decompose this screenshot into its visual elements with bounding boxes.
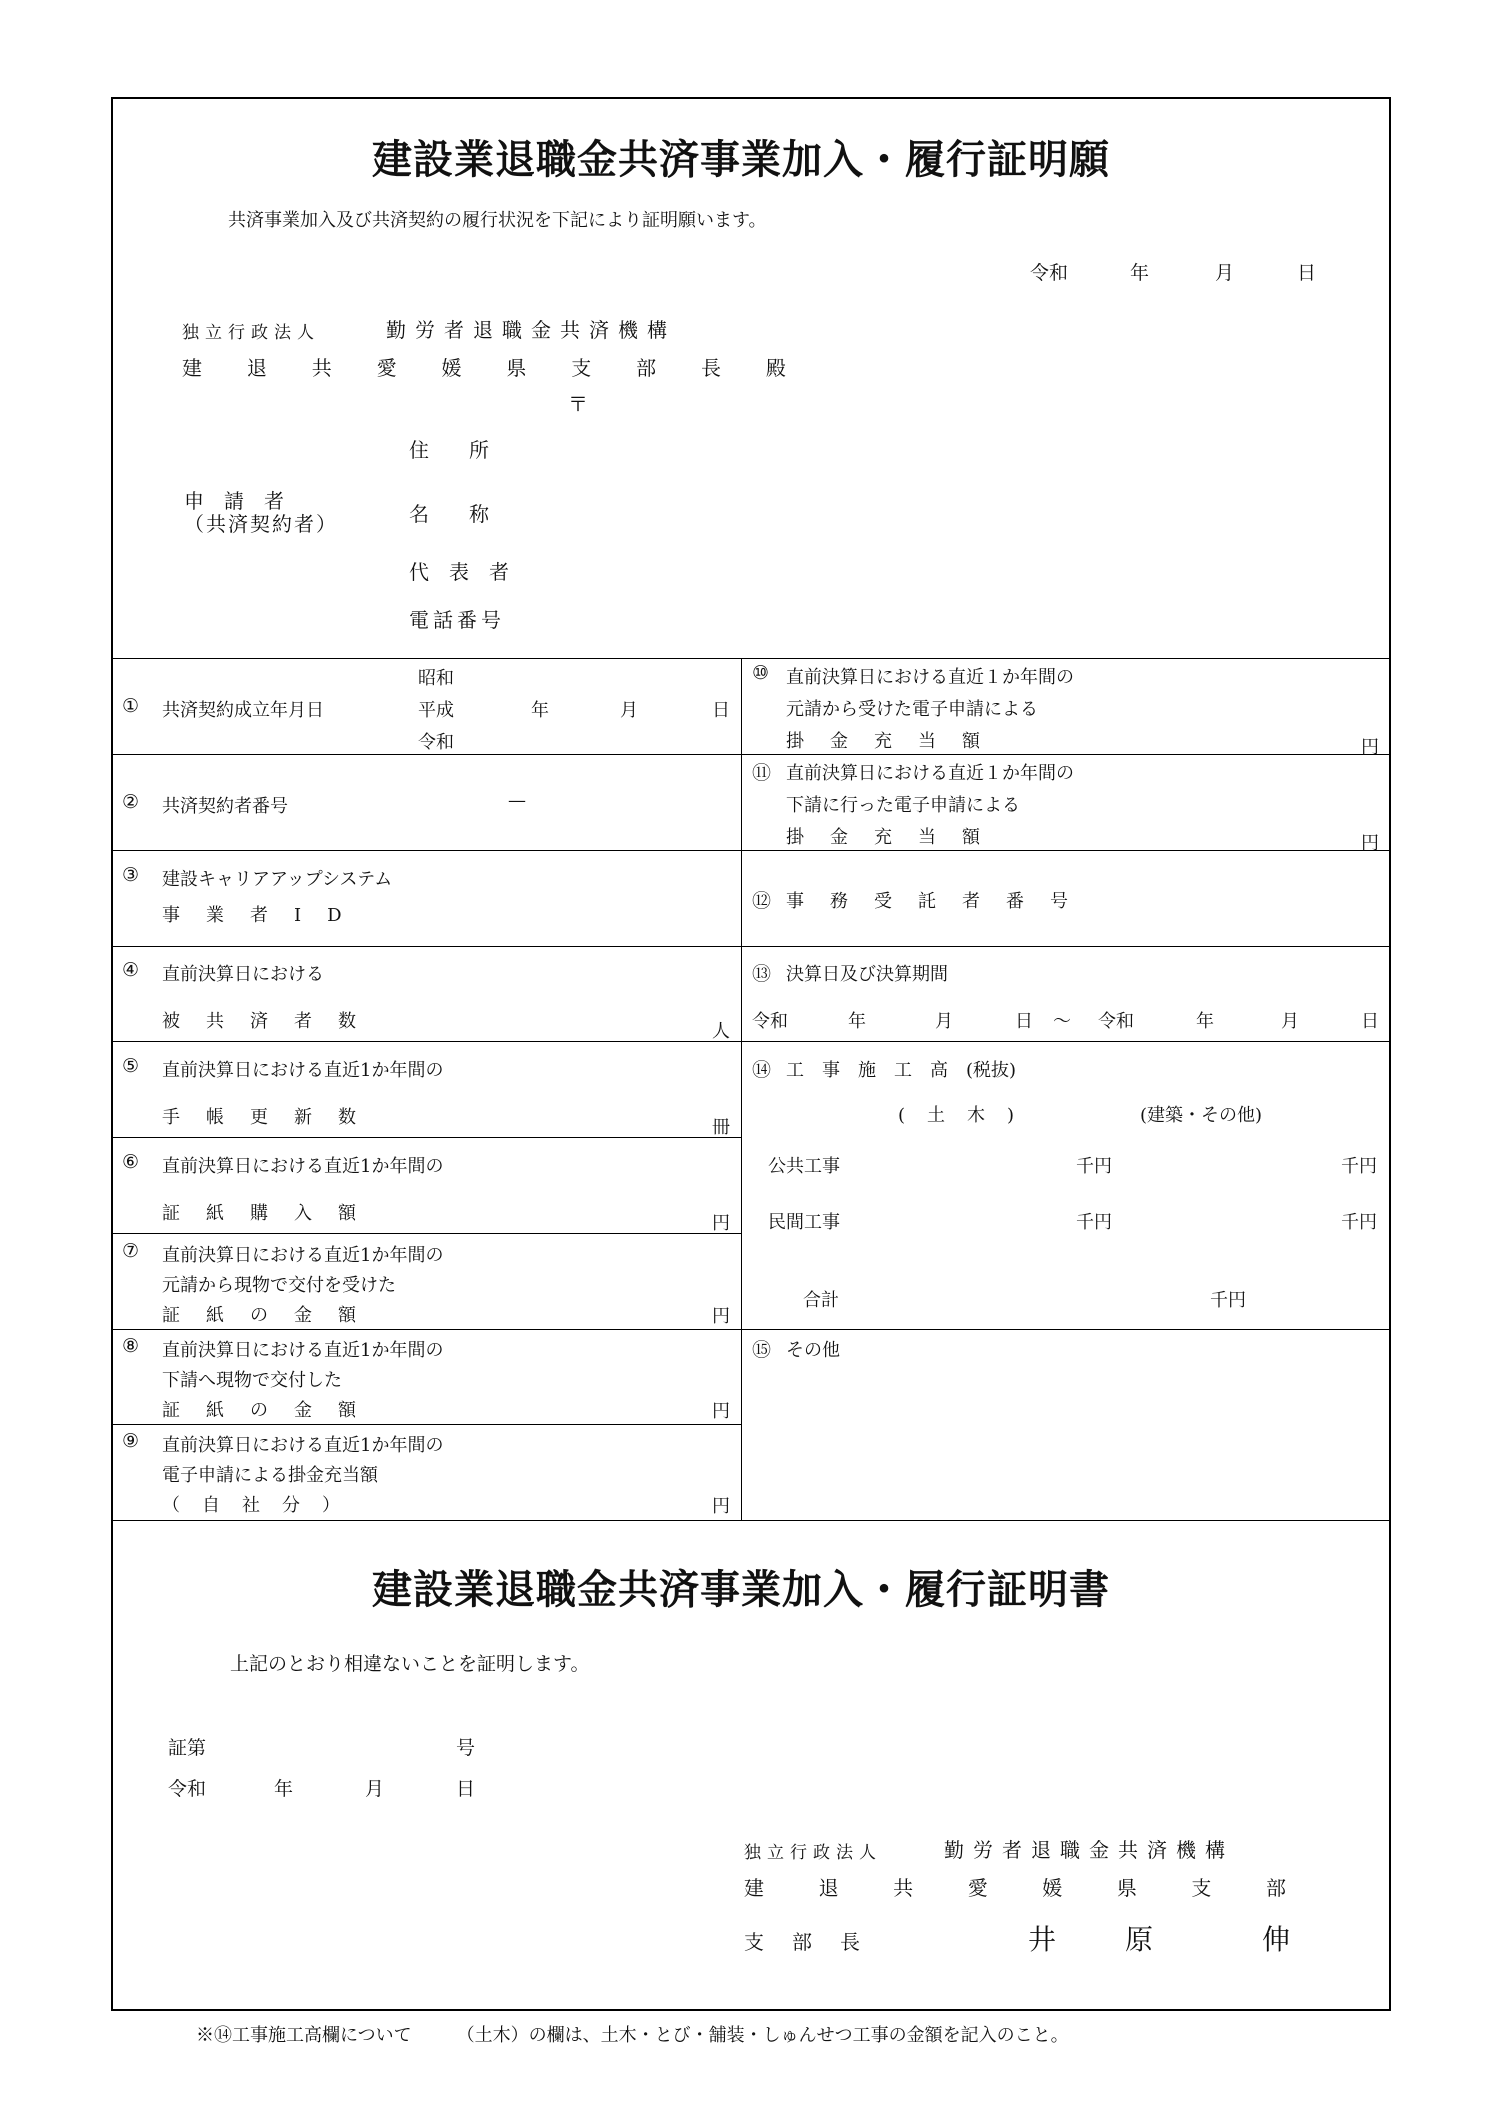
issuer-org: 勤労者退職金共済機構 [944,1838,1234,1862]
item14-private-label: 民間工事 [768,1212,840,1233]
item7-label2: 元請から現物で交付を受けた [162,1275,396,1296]
certificate-title: 建設業退職金共済事業加入・履行証明書 [372,1566,1110,1613]
item1-year: 年 [531,700,549,721]
item6-label1: 直前決算日における直近1か年間の [162,1156,444,1177]
name-label: 名 称 [409,502,489,526]
application-title: 建設業退職金共済事業加入・履行証明願 [372,136,1110,183]
item15-number: ⑮ [752,1339,772,1361]
cert-date-day: 日 [456,1778,476,1800]
item1-era-reiwa: 令和 [418,732,454,753]
item8-label3: 証 紙 の 金 額 [162,1400,360,1421]
item1-day: 日 [712,700,730,721]
item5-number: ⑤ [122,1055,140,1077]
item7-number: ⑦ [122,1240,140,1262]
item13-start-era: 令和 [752,1011,788,1032]
item6-number: ⑥ [122,1151,140,1173]
item1-era-showa: 昭和 [418,668,454,689]
addressee-org-name: 勤労者退職金共済機構 [386,318,676,342]
item14-public-building-unit: 千円 [1341,1156,1377,1177]
item9-label3: （ 自 社 分 ） [162,1495,342,1516]
item3-number: ③ [122,864,140,886]
item5-label1: 直前決算日における直近1か年間の [162,1060,444,1081]
item13-number: ⑬ [752,963,772,985]
application-date-year: 年 [1130,262,1150,284]
item8-number: ⑧ [122,1335,140,1357]
item8-unit: 円 [712,1401,730,1422]
item1-number: ① [122,695,140,717]
representative-label: 代 表 者 [409,560,509,584]
item14-private-civil-unit: 千円 [1076,1212,1112,1233]
item1-label: 共済契約成立年月日 [162,700,324,721]
phone-label: 電話番号 [409,608,505,632]
item6-unit: 円 [712,1213,730,1234]
item12-label: 事 務 受 託 者 番 号 [786,891,1072,912]
issuer-prefix: 独立行政法人 [744,1843,882,1863]
divider-row8 [111,1424,742,1425]
item4-number: ④ [122,959,140,981]
item13-end-year: 年 [1196,1011,1214,1032]
form-frame [111,97,1391,2011]
item14-total-label: 合計 [803,1290,839,1311]
applicant-sublabel: （共済契約者） [184,512,338,536]
divider-bottom [111,1520,1391,1521]
item4-unit: 人 [712,1021,730,1042]
item15-label: その他 [786,1340,840,1361]
item5-unit: 冊 [712,1117,730,1138]
item8-label1: 直前決算日における直近1か年間の [162,1340,444,1361]
item14-col-civil: ( 土 木 ) [898,1105,1017,1126]
divider-row6 [111,1233,742,1234]
item1-era-heisei: 平成 [418,700,454,721]
item10-number: ⑩ [752,662,770,684]
address-label: 住 所 [409,438,489,462]
item10-label2: 元請から受けた電子申請による [786,699,1038,720]
item11-label1: 直前決算日における直近１か年間の [786,763,1074,784]
cert-number-suffix: 号 [456,1737,476,1759]
item14-public-civil-unit: 千円 [1076,1156,1112,1177]
cert-date-era: 令和 [168,1778,207,1800]
item6-label2: 証 紙 購 入 額 [162,1203,360,1224]
application-date-era: 令和 [1030,262,1069,284]
item11-number: ⑪ [752,762,772,784]
divider-row2 [111,850,1391,851]
item14-total-unit: 千円 [1210,1290,1246,1311]
item12-number: ⑫ [752,890,772,912]
item10-unit: 円 [1361,737,1379,758]
divider-row3 [111,946,1391,947]
item1-month: 月 [620,700,638,721]
divider-row5 [111,1137,742,1138]
item14-private-building-unit: 千円 [1341,1212,1377,1233]
item10-label1: 直前決算日における直近１か年間の [786,667,1074,688]
item7-label1: 直前決算日における直近1か年間の [162,1245,444,1266]
item13-end-month: 月 [1281,1011,1299,1032]
item11-label3: 掛 金 充 当 額 [786,827,984,848]
divider-row4 [111,1041,1391,1042]
addressee-org-prefix: 独立行政法人 [182,323,320,343]
issuer-title: 支 部 長 [744,1930,864,1954]
divider-row7 [111,1329,1391,1330]
cert-number-label: 証第 [168,1737,207,1759]
item2-label: 共済契約者番号 [162,796,288,817]
divider-top [111,658,1391,659]
application-date-day: 日 [1297,262,1317,284]
item11-label2: 下請に行った電子申請による [786,795,1020,816]
item13-start-year: 年 [848,1011,866,1032]
item14-public-label: 公共工事 [768,1156,840,1177]
item4-label1: 直前決算日における [162,964,324,985]
item11-unit: 円 [1361,833,1379,854]
item14-col-building: (建築・その他) [1140,1105,1263,1126]
item13-end-day: 日 [1361,1011,1379,1032]
item9-label1: 直前決算日における直近1か年間の [162,1435,444,1456]
item13-label: 決算日及び決算期間 [786,964,948,985]
item7-unit: 円 [712,1306,730,1327]
item14-label: 工 事 施 工 高 (税抜) [786,1060,1017,1081]
issuer-name: 井 原 伸 [1028,1923,1290,1956]
item4-label2: 被 共 済 者 数 [162,1011,360,1032]
issuer-branch: 建 退 共 愛 媛 県 支 部 [744,1876,1286,1900]
footnote: ※⑭工事施工高欄について （土木）の欄は、土木・とび・舗装・しゅんせつ工事の金額を記入のこと。 [196,2025,1069,2046]
item13-end-era: 令和 [1098,1011,1134,1032]
item2-number: ② [122,791,140,813]
item10-label3: 掛 金 充 当 額 [786,731,984,752]
item3-label2: 事 業 者 I D [162,905,346,926]
divider-center [741,658,742,1520]
item13-start-day: 日 [1015,1011,1033,1032]
item7-label3: 証 紙 の 金 額 [162,1305,360,1326]
divider-row1 [111,754,1391,755]
addressee-branch: 建 退 共 愛 媛 県 支 部 長 殿 [182,356,786,380]
item13-tilde: ～ [1053,1011,1071,1032]
item5-label2: 手 帳 更 新 数 [162,1107,360,1128]
item3-label1: 建設キャリアアップシステム [162,869,393,890]
cert-date-year: 年 [274,1778,294,1800]
item9-unit: 円 [712,1496,730,1517]
postal-mark: 〒 [568,392,588,416]
item13-start-month: 月 [935,1011,953,1032]
applicant-label: 申 請 者 [184,489,284,513]
item2-dash: — [508,790,526,811]
item14-number: ⑭ [752,1059,772,1081]
application-intro: 共済事業加入及び共済契約の履行状況を下記により証明願います。 [228,210,767,231]
cert-date-month: 月 [365,1778,385,1800]
item8-label2: 下請へ現物で交付した [162,1370,342,1391]
item9-number: ⑨ [122,1430,140,1452]
item9-label2: 電子申請による掛金充当額 [162,1465,378,1486]
certificate-statement: 上記のとおり相違ないことを証明します。 [230,1653,590,1675]
application-date-month: 月 [1215,262,1235,284]
